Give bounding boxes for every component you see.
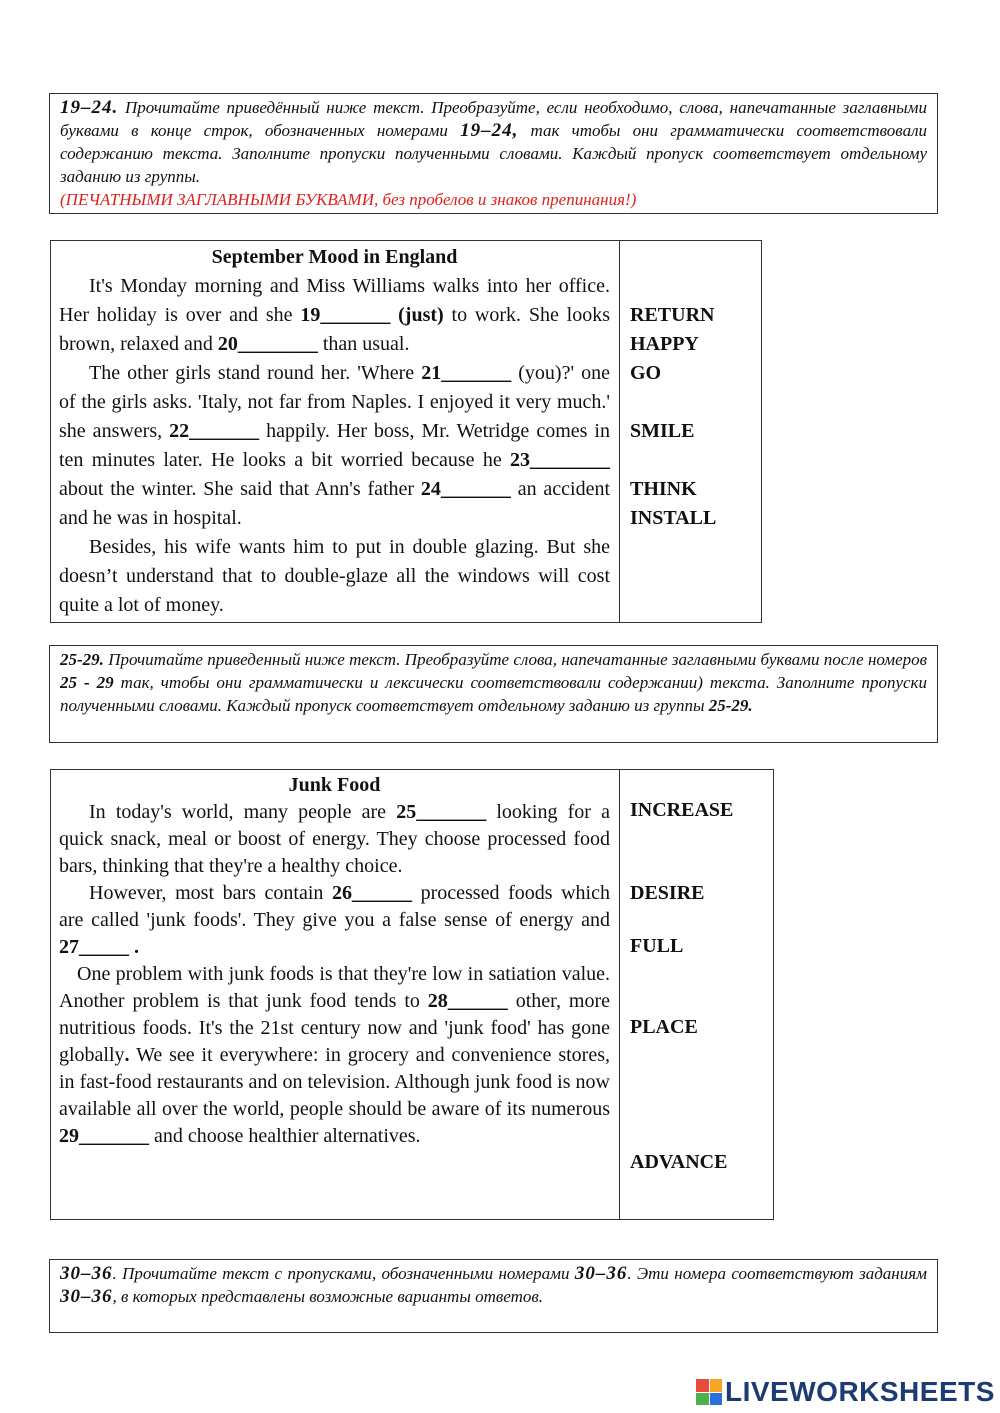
gap-22[interactable]: 22_______ [169,420,260,442]
gap-24[interactable]: 24_______ [420,478,511,500]
junk-food-table [50,769,774,1220]
gap-27[interactable]: 27_____ . [59,936,139,958]
logo-text: LIVEWORKSHEETS [725,1376,995,1407]
gap-26[interactable]: 26______ [332,882,412,904]
junk-food-text: Junk Food In today's world, many people are 25_______ looking for a quick snack, meal or boost of energy. They choose processed food bars, thinking that they're a healthy choice. However, most bars contain 26______ processed foods which are called 'junk foods'. They give you a false sense of energy and 27_____ . One problem with junk foods is that they're low in satiation value. Another problem is that junk food tends to 28______ other, more nutritious foods. It's the 21st century now and 'junk food' has gone globally. We see it everywhere: in grocery and convenience stores, in fast-food restaurants and on television. Although junk food is now available all over the world, people should be aware of its numerous 29_______ and choose healthier alternatives. [59,774,611,1147]
logo-mark-icon [696,1379,722,1405]
task-19-24-instructions: 19–24. Прочитайте приведённый ниже текст. Преобразуйте, если необходимо, слова, напечатанные заглавными буквами в конце строк, обозначенных номерами 19–24, так чтобы они грамматически соответствовали содержанию текста. Заполните пропуски полученными словами. Каждый пропуск соответствует отдельному заданию из группы. (ПЕЧАТНЫМИ ЗАГЛАВНЫМИ БУКВАМИ, без пробелов и знаков препинания!) [49,93,938,214]
word-return: RETURN [630,304,715,326]
gap-20[interactable]: 20________ [217,333,318,355]
word-increase: INCREASE [630,799,734,821]
task-number: 25-29. [60,650,104,669]
word-smile: SMILE [630,420,695,442]
task-25-29-instructions: 25-29. Прочитайте приведенный ниже текст. Преобразуйте слова, напечатанные заглавными буквами после номеров 25 - 29 так, чтобы они грамматически и лексически соответствовали содержании) текста. Заполните пропуски полученными словами. Каждый пропуск соответствует отдельному заданию из группы 25-29. [49,645,938,743]
word-column [620,770,773,1176]
word-happy: HAPPY [630,333,699,355]
september-mood-table [50,240,762,623]
word-full: FULL [630,935,684,957]
logo-square [696,1393,709,1406]
task-number: 30–36 [60,1263,113,1284]
word-advance: ADVANCE [630,1151,728,1173]
word-column [620,241,761,533]
gap-23[interactable]: 23________ [510,449,610,471]
gap-21[interactable]: 21_______ [421,362,512,384]
liveworksheets-logo[interactable] [696,1377,995,1407]
september-mood-text: September Mood in England It's Monday morning and Miss Williams walks into her office. Her holiday is over and she 19_______ (just) to work. She looks brown, relaxed and 20________ than usual. The other girls stand round her. 'Where 21_______ (you)?' one of the girls asks. 'Italy, not far from Naples. I enjoyed it very much.' she answers, 22_______ happily. Her boss, Mr. Wetridge comes in ten minutes later. He looks a bit worried because he 23________ about the winter. She said that Ann's father 24_______ an accident and he was in hospital. Besides, his wife wants him to put in double glazing. But she doesn’t understand that to double-glaze all the windows will cost quite a lot of money. [51,241,619,622]
gap-25[interactable]: 25_______ [396,801,487,823]
logo-square [710,1393,723,1406]
text-title: September Mood in England [211,246,458,268]
gap-29[interactable]: 29_______ [59,1125,149,1147]
gap-28[interactable]: 28______ [427,990,508,1012]
caps-note: (ПЕЧАТНЫМИ ЗАГЛАВНЫМИ БУКВАМИ, без пробелов и знаков препинания!) [60,190,637,209]
text-title: Junk Food [288,774,381,796]
word-go: GO [630,362,662,384]
word-install: INSTALL [630,507,717,529]
logo-square [710,1379,723,1392]
word-desire: DESIRE [630,882,705,904]
task-number: 19–24. [60,97,119,118]
word-place: PLACE [630,1016,698,1038]
logo-square [696,1379,709,1392]
word-think: THINK [630,478,697,500]
gap-19[interactable]: 19_______ [300,304,391,326]
task-30-36-instructions: 30–36. Прочитайте текст с пропусками, обозначенными номерами 30–36. Эти номера соответствуют заданиям 30–36, в которых представлены возможные варианты ответов. [49,1259,938,1333]
